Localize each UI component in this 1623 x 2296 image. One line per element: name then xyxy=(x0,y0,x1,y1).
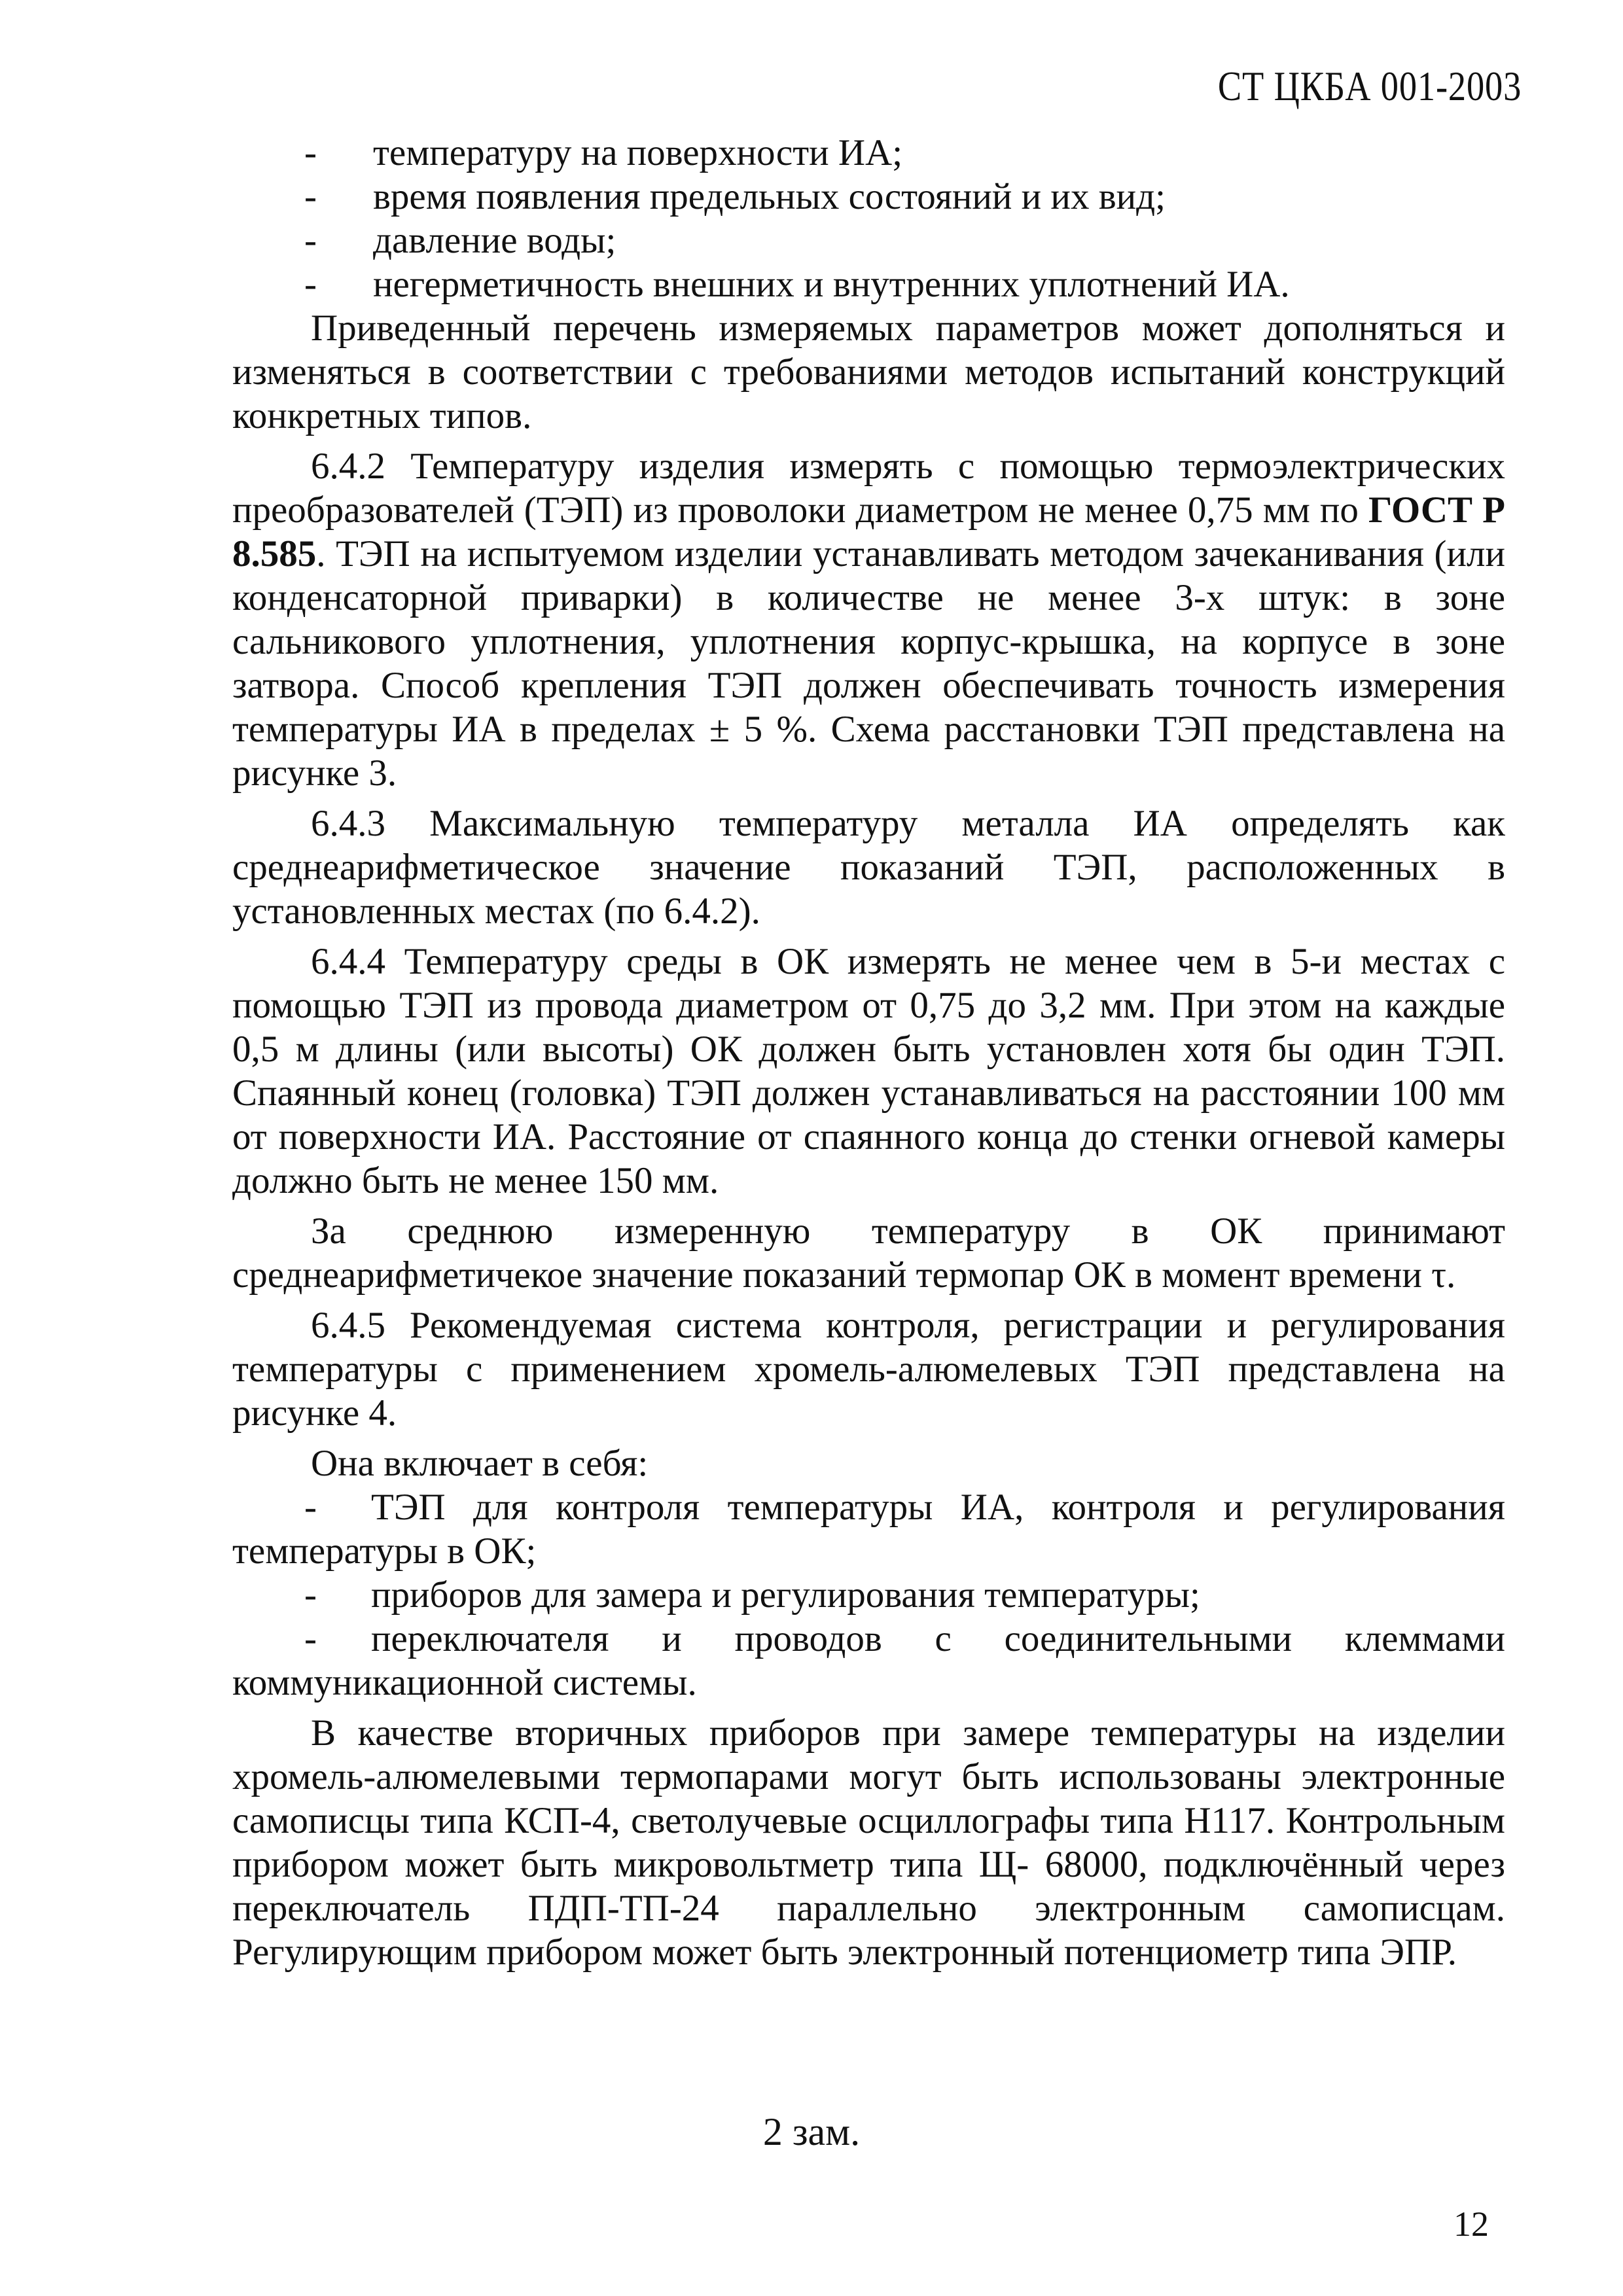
list-item xyxy=(232,1485,1505,1573)
paragraph-text: . ТЭП на испытуемом изделии устанавливать методом зачеканивания (или конденсаторной приварки) в количестве не менее 3-х штук: в зоне сальникового уплотнения, уплотнения корпус-крышка, на корпусе в зоне затвора. Способ крепления ТЭП должен обеспечивать точность измерения температуры ИА в пределах ± 5 %. Схема расстановки ТЭП представлена на рисунке 3. xyxy=(232,533,1505,794)
list-dash: - xyxy=(304,1574,317,1616)
paragraph-average-temperature: За среднюю измеренную температуру в ОК принимают среднеарифметичекое значение показаний термопар ОК в момент времени τ. xyxy=(232,1210,1505,1296)
list-dash: - xyxy=(304,220,317,261)
list-item xyxy=(232,1617,1505,1704)
list-item-text: давление воды; xyxy=(373,220,616,261)
document-code: СТ ЦКБА 001-2003 xyxy=(1217,63,1522,109)
paragraph-list-note: Приведенный перечень измеряемых параметров может дополняться и изменяться в соответствии с требованиями методов испытаний конструкций конкретных типов. xyxy=(232,308,1505,436)
paragraph-includes: Она включает в себя: xyxy=(311,1443,649,1484)
change-note: 2 зам. xyxy=(762,2110,861,2153)
list-item xyxy=(304,175,1505,219)
list-dash: - xyxy=(304,1487,317,1528)
list-item-text: приборов для замера и регулирования температуры; xyxy=(371,1574,1200,1616)
list-item xyxy=(304,219,1505,262)
list-item xyxy=(304,131,1505,175)
paragraph-6-4-4: 6.4.4 Температуру среды в ОК измерять не менее чем в 5-и местах с помощью ТЭП из провода диаметром от 0,75 до 3,2 мм. При этом на каждые 0,5 м длины (или высоты) ОК должен быть установлен хотя бы один ТЭП. Спаянный конец (головка) ТЭП должен устанавливаться на расстоянии 100 мм от поверхности ИА. Расстояние от спаянного конца до стенки огневой камеры должно быть не менее 150 мм. xyxy=(232,941,1505,1201)
list-item xyxy=(304,262,1505,306)
list-item xyxy=(232,1573,1505,1617)
paragraph-6-4-5: 6.4.5 Рекомендуемая система контроля, регистрации и регулирования температуры с применением хромель-алюмелевых ТЭП представлена на рисунке 4. xyxy=(232,1305,1505,1434)
list-item-text: время появления предельных состояний и их вид; xyxy=(373,176,1166,217)
list-dash: - xyxy=(304,176,317,217)
list-item-text: температуру на поверхности ИА; xyxy=(373,132,903,173)
paragraph-6-4-3: 6.4.3 Максимальную температуру металла ИА определять как среднеарифметическое значение показаний ТЭП, расположенных в установленных местах (по 6.4.2). xyxy=(232,803,1505,932)
list-item-text: переключателя и проводов с соединительными клеммами коммуникационной системы. xyxy=(232,1618,1505,1703)
paragraph-6-4-2 xyxy=(232,444,1505,795)
paragraph-text: 6.4.2 Температуру изделия измерять с помощью термоэлектрических преобразователей (ТЭП) из проволоки диаметром не менее 0,75 мм по xyxy=(232,446,1505,531)
list-item-text: ТЭП для контроля температуры ИА, контроля и регулирования температуры в ОК; xyxy=(232,1487,1505,1572)
list-dash: - xyxy=(304,132,317,173)
page-number: 12 xyxy=(1454,2204,1489,2244)
page-content xyxy=(232,131,1505,1974)
standard-reference: ГОСТ Р 8.585 xyxy=(232,489,1505,574)
list-dash: - xyxy=(304,264,317,305)
paragraph-secondary-devices: В качестве вторичных приборов при замере температуры на изделии хромель-алюмелевыми термопарами могут быть использованы электронные самописцы типа КСП-4, светолучевые осциллографы типа Н117. Контрольным прибором может быть микровольтметр типа Щ- 68000, подключённый через переключатель ПДП-ТП-24 параллельно электронным самописцам. Регулирующим прибором может быть электронный потенциометр типа ЭПР. xyxy=(232,1712,1505,1973)
list-item-text: негерметичность внешних и внутренних уплотнений ИА. xyxy=(373,264,1290,305)
list-dash: - xyxy=(304,1618,317,1659)
